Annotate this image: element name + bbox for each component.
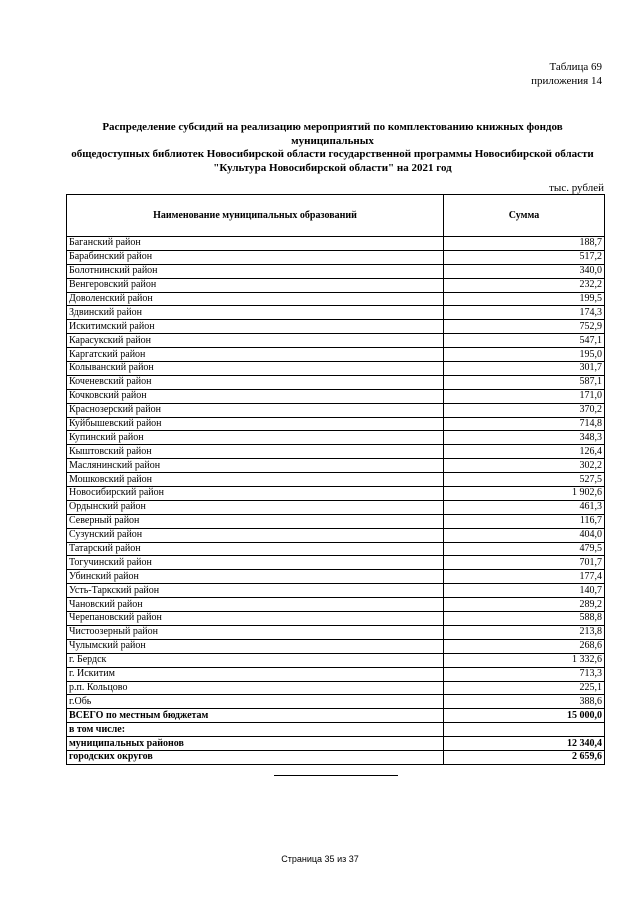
subsidy-amount: 1 902,6: [444, 487, 605, 501]
subsidy-amount: 370,2: [444, 403, 605, 417]
municipality-name: Черепановский район: [67, 612, 444, 626]
table-row: [67, 542, 605, 556]
table-body: [67, 237, 605, 765]
page-footer: Страница 35 из 37: [281, 854, 359, 864]
subsidy-amount: 348,3: [444, 431, 605, 445]
caption-table-number: Таблица 69: [549, 61, 602, 73]
municipality-name: Искитимский район: [67, 320, 444, 334]
table-row: [67, 528, 605, 542]
subsidy-amount: 1 332,6: [444, 653, 605, 667]
municipality-name: Куйбышевский район: [67, 417, 444, 431]
table-row: [67, 625, 605, 639]
municipality-name: Кочковский район: [67, 389, 444, 403]
table-row: [67, 306, 605, 320]
municipality-name: Северный район: [67, 514, 444, 528]
table-header-row: [67, 195, 605, 237]
table-row: [67, 278, 605, 292]
table-row: [67, 667, 605, 681]
title-line-2: общедоступных библиотек Новосибирской области государственной программы Новосибирской области: [71, 148, 594, 160]
table-row: [67, 681, 605, 695]
title-line-1: Распределение субсидий на реализацию мероприятий по комплектованию книжных фондов муниципальных: [102, 121, 563, 147]
table-row: [67, 403, 605, 417]
breakdown-sum: 2 659,6: [444, 750, 605, 764]
municipality-name: р.п. Кольцово: [67, 681, 444, 695]
subsidy-amount: 268,6: [444, 639, 605, 653]
table-row: [67, 639, 605, 653]
municipality-name: Сузунский район: [67, 528, 444, 542]
subsidy-amount: 527,5: [444, 473, 605, 487]
municipality-name: Болотнинский район: [67, 264, 444, 278]
caption-appendix: приложения 14: [531, 75, 602, 87]
subsidy-amount: 199,5: [444, 292, 605, 306]
municipality-name: Купинский район: [67, 431, 444, 445]
municipality-name: Убинский район: [67, 570, 444, 584]
table-row: [67, 292, 605, 306]
municipality-name: Краснозерский район: [67, 403, 444, 417]
municipality-name: Усть-Таркский район: [67, 584, 444, 598]
table-row: [67, 500, 605, 514]
municipality-name: г. Бердск: [67, 653, 444, 667]
total-label: ВСЕГО по местным бюджетам: [67, 709, 444, 723]
table-row: [67, 375, 605, 389]
subsidy-amount: 404,0: [444, 528, 605, 542]
subsidy-amount: 701,7: [444, 556, 605, 570]
municipality-name: Здвинский район: [67, 306, 444, 320]
table-row: [67, 695, 605, 709]
table-row: [67, 487, 605, 501]
municipality-name: Маслянинский район: [67, 459, 444, 473]
municipality-name: Тогучинский район: [67, 556, 444, 570]
municipality-name: г. Искитим: [67, 667, 444, 681]
table-row: [67, 612, 605, 626]
subsidy-amount: 195,0: [444, 348, 605, 362]
municipality-name: Ордынский район: [67, 500, 444, 514]
subsidy-amount: 752,9: [444, 320, 605, 334]
table-row: [67, 362, 605, 376]
table-row: [67, 459, 605, 473]
subheader-label: в том числе:: [67, 723, 444, 737]
total-sum: 15 000,0: [444, 709, 605, 723]
subsidy-amount: 232,2: [444, 278, 605, 292]
municipality-name: Чулымский район: [67, 639, 444, 653]
table-row: [67, 348, 605, 362]
subsidy-amount: 547,1: [444, 334, 605, 348]
subsidy-amount: 116,7: [444, 514, 605, 528]
subsidy-amount: 388,6: [444, 695, 605, 709]
subsidy-amount: 713,3: [444, 667, 605, 681]
subheader-row: [67, 723, 605, 737]
subsidy-amount: 461,3: [444, 500, 605, 514]
municipality-name: Татарский район: [67, 542, 444, 556]
table-caption: [531, 60, 602, 88]
municipality-name: Барабинский район: [67, 250, 444, 264]
municipality-name: Мошковский район: [67, 473, 444, 487]
total-row: [67, 709, 605, 723]
municipality-name: Новосибирский район: [67, 487, 444, 501]
table-row: [67, 473, 605, 487]
subsidy-amount: 340,0: [444, 264, 605, 278]
municipality-name: Коченевский район: [67, 375, 444, 389]
header-name: Наименование муниципальных образований: [67, 195, 444, 237]
header-sum: Сумма: [444, 195, 605, 237]
table-row: [67, 264, 605, 278]
municipality-name: г.Обь: [67, 695, 444, 709]
municipality-name: Доволенский район: [67, 292, 444, 306]
title-line-3: "Культура Новосибирской области" на 2021 год: [213, 161, 452, 174]
municipality-name: Колыванский район: [67, 362, 444, 376]
municipality-name: Венгеровский район: [67, 278, 444, 292]
table-row: [67, 431, 605, 445]
subsidy-amount: 302,2: [444, 459, 605, 473]
subsidy-amount: 714,8: [444, 417, 605, 431]
subheader-empty: [444, 723, 605, 737]
units-label: тыс. рублей: [549, 182, 604, 194]
subsidy-amount: 301,7: [444, 362, 605, 376]
table-row: [67, 250, 605, 264]
subsidy-table: [66, 194, 605, 765]
breakdown-row-districts: [67, 737, 605, 751]
breakdown-row-cities: [67, 750, 605, 764]
subsidy-amount: 587,1: [444, 375, 605, 389]
breakdown-sum: 12 340,4: [444, 737, 605, 751]
subsidy-amount: 140,7: [444, 584, 605, 598]
breakdown-label: городских округов: [67, 750, 444, 764]
subsidy-amount: 188,7: [444, 237, 605, 251]
table-row: [67, 445, 605, 459]
table-row: [67, 334, 605, 348]
table-row: [67, 653, 605, 667]
table-row: [67, 598, 605, 612]
table-row: [67, 389, 605, 403]
subsidy-amount: 479,5: [444, 542, 605, 556]
breakdown-label: муниципальных районов: [67, 737, 444, 751]
municipality-name: Чановский район: [67, 598, 444, 612]
subsidy-amount: 213,8: [444, 625, 605, 639]
municipality-name: Кыштовский район: [67, 445, 444, 459]
subsidy-amount: 171,0: [444, 389, 605, 403]
subsidy-amount: 588,8: [444, 612, 605, 626]
municipality-name: Чистоозерный район: [67, 625, 444, 639]
table-row: [67, 417, 605, 431]
municipality-name: Карасукский район: [67, 334, 444, 348]
municipality-name: Баганский район: [67, 237, 444, 251]
subsidy-amount: 177,4: [444, 570, 605, 584]
document-title: [60, 121, 605, 175]
municipality-name: Каргатский район: [67, 348, 444, 362]
table-row: [67, 237, 605, 251]
subsidy-amount: 126,4: [444, 445, 605, 459]
subsidy-amount: 174,3: [444, 306, 605, 320]
subsidy-amount: 289,2: [444, 598, 605, 612]
subsidy-amount: 517,2: [444, 250, 605, 264]
table-row: [67, 320, 605, 334]
table-row: [67, 584, 605, 598]
table-row: [67, 570, 605, 584]
table-row: [67, 514, 605, 528]
subsidy-amount: 225,1: [444, 681, 605, 695]
table-row: [67, 556, 605, 570]
separator-line: [274, 775, 398, 776]
